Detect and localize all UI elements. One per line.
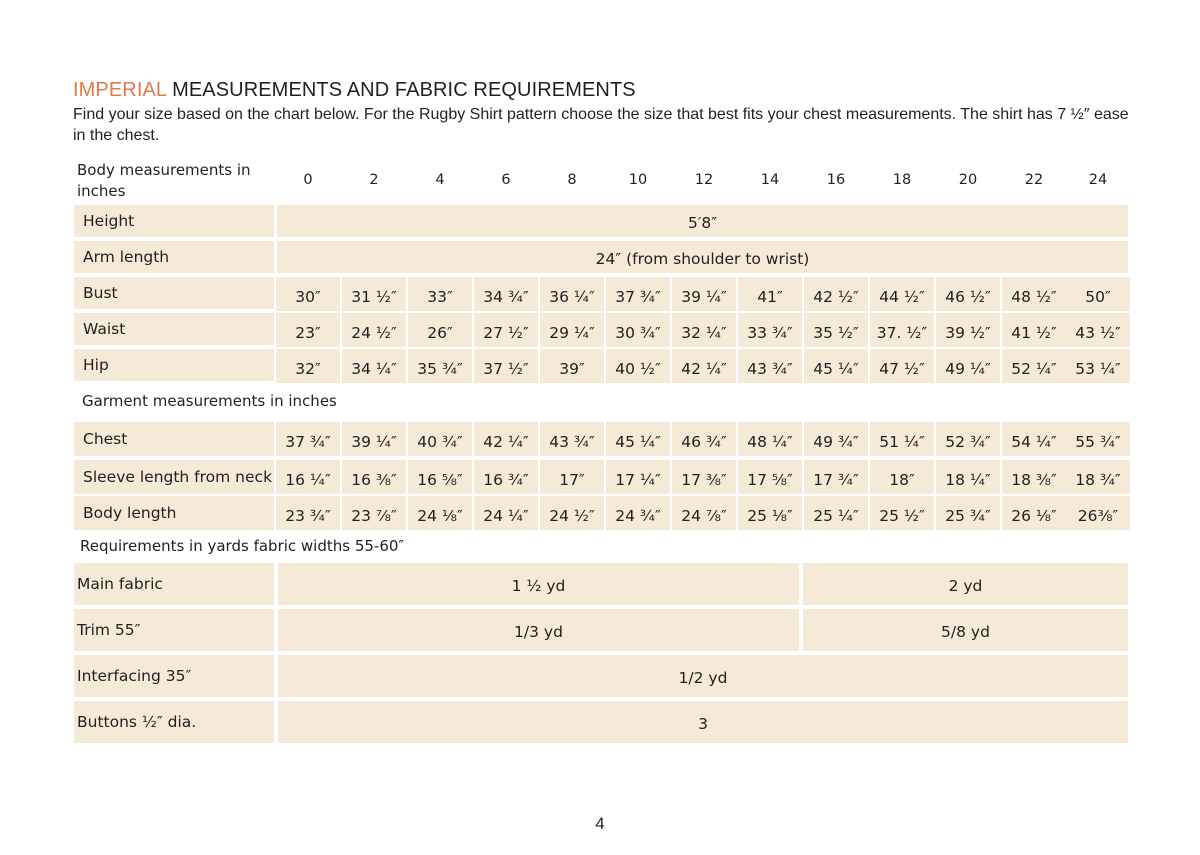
requirement-value-large-sizes: 5/8 yd xyxy=(803,609,1128,651)
size-header: 0 xyxy=(303,172,313,188)
measurement-cell: 53 ¼″ xyxy=(1066,349,1130,383)
measurement-cell: 23 ¾″ xyxy=(276,496,340,530)
measurement-cell: 42 ½″ xyxy=(804,277,868,311)
size-header: 14 xyxy=(760,172,780,188)
size-header: 16 xyxy=(826,172,846,188)
row-label: Height xyxy=(74,205,274,237)
measurement-cell: 37. ½″ xyxy=(870,313,934,347)
row-label: Chest xyxy=(74,422,274,456)
size-header: 2 xyxy=(369,172,379,188)
requirement-value-small-sizes: 1/3 yd xyxy=(278,609,799,651)
measurement-cell: 45 ¼″ xyxy=(606,422,670,456)
measurement-cell: 18 ⅜″ xyxy=(1002,460,1066,494)
requirement-value: 3 xyxy=(278,701,1128,743)
measurement-cell: 43 ¾″ xyxy=(540,422,604,456)
measurement-cell: 33″ xyxy=(408,277,472,311)
size-header: 10 xyxy=(628,172,648,188)
row-label: Bust xyxy=(74,277,274,309)
measurement-cell: 26″ xyxy=(408,313,472,347)
size-header: 18 xyxy=(892,172,912,188)
measurement-cell: 44 ½″ xyxy=(870,277,934,311)
measurement-cell: 23 ⅞″ xyxy=(342,496,406,530)
measurement-cell: 45 ¼″ xyxy=(804,349,868,383)
requirement-label: Main fabric xyxy=(74,563,274,605)
measurement-cell: 27 ½″ xyxy=(474,313,538,347)
measurement-cell: 55 ¾″ xyxy=(1066,422,1130,456)
body-measurements-header: Body measurements in inches xyxy=(77,161,251,200)
measurement-cell: 16 ⅜″ xyxy=(342,460,406,494)
measurement-cell: 16 ¾″ xyxy=(474,460,538,494)
measurement-cell: 41″ xyxy=(738,277,802,311)
garment-measurements-header: Garment measurements in inches xyxy=(82,392,337,410)
measurement-cell: 46 ½″ xyxy=(936,277,1000,311)
measurement-cell: 24 ⅞″ xyxy=(672,496,736,530)
measurement-cell: 42 ¼″ xyxy=(672,349,736,383)
measurement-cell: 37 ¾″ xyxy=(276,422,340,456)
measurement-cell: 18 ¾″ xyxy=(1066,460,1130,494)
measurement-cell: 43 ¾″ xyxy=(738,349,802,383)
heading-accent: IMPERIAL xyxy=(73,79,167,101)
measurement-cell: 31 ½″ xyxy=(342,277,406,311)
measurement-cell: 37 ¾″ xyxy=(606,277,670,311)
requirement-value: 1/2 yd xyxy=(278,655,1128,697)
measurement-cell: 18″ xyxy=(870,460,934,494)
size-header: 22 xyxy=(1024,172,1044,188)
requirement-value-small-sizes: 1 ½ yd xyxy=(278,563,799,605)
row-label: Waist xyxy=(74,313,274,345)
arm-length-value: 24″ (from shoulder to wrist) xyxy=(277,241,1128,273)
measurement-cell: 17 ⅝″ xyxy=(738,460,802,494)
measurement-cell: 24 ¾″ xyxy=(606,496,670,530)
measurement-cell: 40 ½″ xyxy=(606,349,670,383)
measurement-cell: 51 ¼″ xyxy=(870,422,934,456)
measurement-cell: 43 ½″ xyxy=(1066,313,1130,347)
measurement-cell: 24 ½″ xyxy=(540,496,604,530)
measurement-cell: 49 ¾″ xyxy=(804,422,868,456)
measurement-cell: 23″ xyxy=(276,313,340,347)
size-header: 24 xyxy=(1088,172,1108,188)
measurement-cell: 17 ⅜″ xyxy=(672,460,736,494)
measurement-cell: 18 ¼″ xyxy=(936,460,1000,494)
measurement-cell: 48 ¼″ xyxy=(738,422,802,456)
size-header: 4 xyxy=(435,172,445,188)
measurement-cell: 54 ¼″ xyxy=(1002,422,1066,456)
requirement-value-large-sizes: 2 yd xyxy=(803,563,1128,605)
measurement-cell: 24 ⅛″ xyxy=(408,496,472,530)
measurement-cell: 29 ¼″ xyxy=(540,313,604,347)
measurement-cell: 25 ¼″ xyxy=(804,496,868,530)
measurement-cell: 32 ¼″ xyxy=(672,313,736,347)
measurement-cell: 40 ¾″ xyxy=(408,422,472,456)
measurement-cell: 41 ½″ xyxy=(1002,313,1066,347)
size-header: 12 xyxy=(694,172,714,188)
measurement-cell: 42 ¼″ xyxy=(474,422,538,456)
measurement-cell: 16 ¼″ xyxy=(276,460,340,494)
row-label: Hip xyxy=(74,349,274,381)
measurement-cell: 16 ⅝″ xyxy=(408,460,472,494)
intro-text: Find your size based on the chart below. For the Rugby Shirt pattern choose the size that best fits your chest measurements. The shirt has 7 ½″ ease in the chest. xyxy=(73,106,1129,144)
row-label: Arm length xyxy=(74,241,274,273)
row-label: Sleeve length from neck xyxy=(74,460,274,494)
measurement-cell: 34 ¾″ xyxy=(474,277,538,311)
measurement-cell: 52 ¾″ xyxy=(936,422,1000,456)
requirement-label: Interfacing 35″ xyxy=(74,655,274,697)
measurement-cell: 30 ¾″ xyxy=(606,313,670,347)
measurement-cell: 35 ¾″ xyxy=(408,349,472,383)
heading-rest: MEASUREMENTS AND FABRIC REQUIREMENTS xyxy=(166,79,636,101)
measurement-cell: 52 ¼″ xyxy=(1002,349,1066,383)
measurement-cell: 46 ¾″ xyxy=(672,422,736,456)
measurement-cell: 34 ¼″ xyxy=(342,349,406,383)
size-header: 8 xyxy=(567,172,577,188)
measurement-cell: 50″ xyxy=(1066,277,1130,311)
measurement-cell: 25 ½″ xyxy=(870,496,934,530)
measurement-cell: 48 ½″ xyxy=(1002,277,1066,311)
measurement-cell: 24 ½″ xyxy=(342,313,406,347)
measurement-cell: 25 ⅛″ xyxy=(738,496,802,530)
measurement-cell: 36 ¼″ xyxy=(540,277,604,311)
measurement-cell: 17″ xyxy=(540,460,604,494)
measurement-cell: 35 ½″ xyxy=(804,313,868,347)
measurement-cell: 39 ½″ xyxy=(936,313,1000,347)
measurement-cell: 32″ xyxy=(276,349,340,383)
measurement-cell: 39″ xyxy=(540,349,604,383)
measurement-cell: 26 ⅛″ xyxy=(1002,496,1066,530)
size-header: 6 xyxy=(501,172,511,188)
row-label: Body length xyxy=(74,496,274,530)
measurement-cell: 17 ¾″ xyxy=(804,460,868,494)
page-heading xyxy=(73,79,636,102)
measurement-cell: 37 ½″ xyxy=(474,349,538,383)
measurement-cell: 33 ¾″ xyxy=(738,313,802,347)
size-header: 20 xyxy=(958,172,978,188)
measurement-cell: 30″ xyxy=(276,277,340,311)
measurement-cell: 47 ½″ xyxy=(870,349,934,383)
requirement-label: Trim 55″ xyxy=(74,609,274,651)
measurement-cell: 39 ¼″ xyxy=(672,277,736,311)
requirements-header: Requirements in yards fabric widths 55-60″ xyxy=(80,537,405,555)
height-value: 5′8″ xyxy=(277,205,1128,237)
measurement-cell: 26⅜″ xyxy=(1066,496,1130,530)
measurement-cell: 24 ¼″ xyxy=(474,496,538,530)
requirement-label: Buttons ½″ dia. xyxy=(74,701,274,743)
measurement-cell: 25 ¾″ xyxy=(936,496,1000,530)
measurement-cell: 17 ¼″ xyxy=(606,460,670,494)
measurement-cell: 39 ¼″ xyxy=(342,422,406,456)
page-number: 4 xyxy=(595,814,605,833)
measurement-cell: 49 ¼″ xyxy=(936,349,1000,383)
